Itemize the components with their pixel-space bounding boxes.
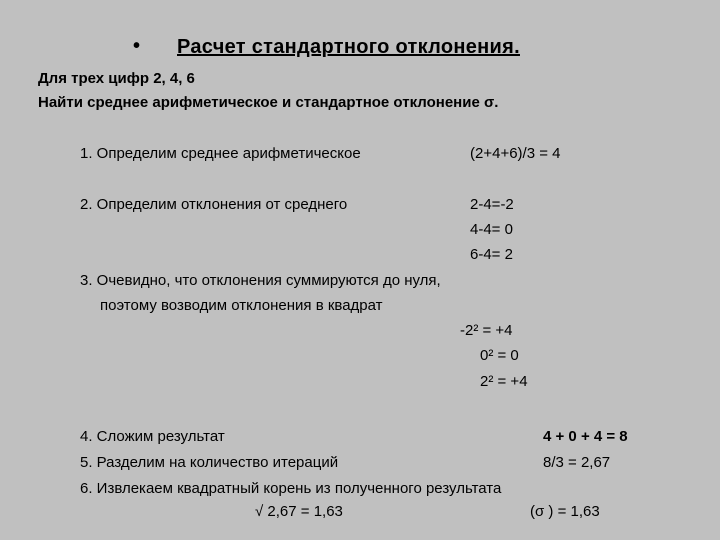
step5-label: 5. Разделим на количество итераций xyxy=(80,454,339,471)
step3-value-2: 0² = 0 xyxy=(480,347,519,364)
step2-value-3: 6-4= 2 xyxy=(470,246,513,263)
step5-value: 8/3 = 2,67 xyxy=(543,454,611,471)
step1-value: (2+4+6)/3 = 4 xyxy=(470,145,561,162)
step6-sigma-result: (σ ) = 1,63 xyxy=(530,503,600,520)
intro-line-task: Найти среднее арифметическое и стандартное отклонение σ. xyxy=(38,94,499,111)
step2-label: 2. Определим отклонения от среднего xyxy=(80,196,348,213)
step6-label: 6. Извлекаем квадратный корень из полученного результата xyxy=(80,480,502,497)
step3-value-3: 2² = +4 xyxy=(480,373,528,390)
step3-line2: поэтому возводим отклонения в квадрат xyxy=(100,297,383,314)
step2-value-2: 4-4= 0 xyxy=(470,221,513,238)
step3-value-1: -2² = +4 xyxy=(460,322,513,339)
intro-line-numbers: Для трех цифр 2, 4, 6 xyxy=(38,70,195,87)
step6-sqrt-result: √ 2,67 = 1,63 xyxy=(255,503,343,520)
step2-value-1: 2-4=-2 xyxy=(470,196,514,213)
step3-line1: 3. Очевидно, что отклонения суммируются до нуля, xyxy=(80,272,441,289)
bullet-point: • xyxy=(133,35,141,57)
step4-label: 4. Сложим результат xyxy=(80,428,225,445)
step1-label: 1. Определим среднее арифметическое xyxy=(80,145,361,162)
slide-title: Расчет стандартного отклонения. xyxy=(177,36,520,58)
step4-value: 4 + 0 + 4 = 8 xyxy=(543,428,628,445)
